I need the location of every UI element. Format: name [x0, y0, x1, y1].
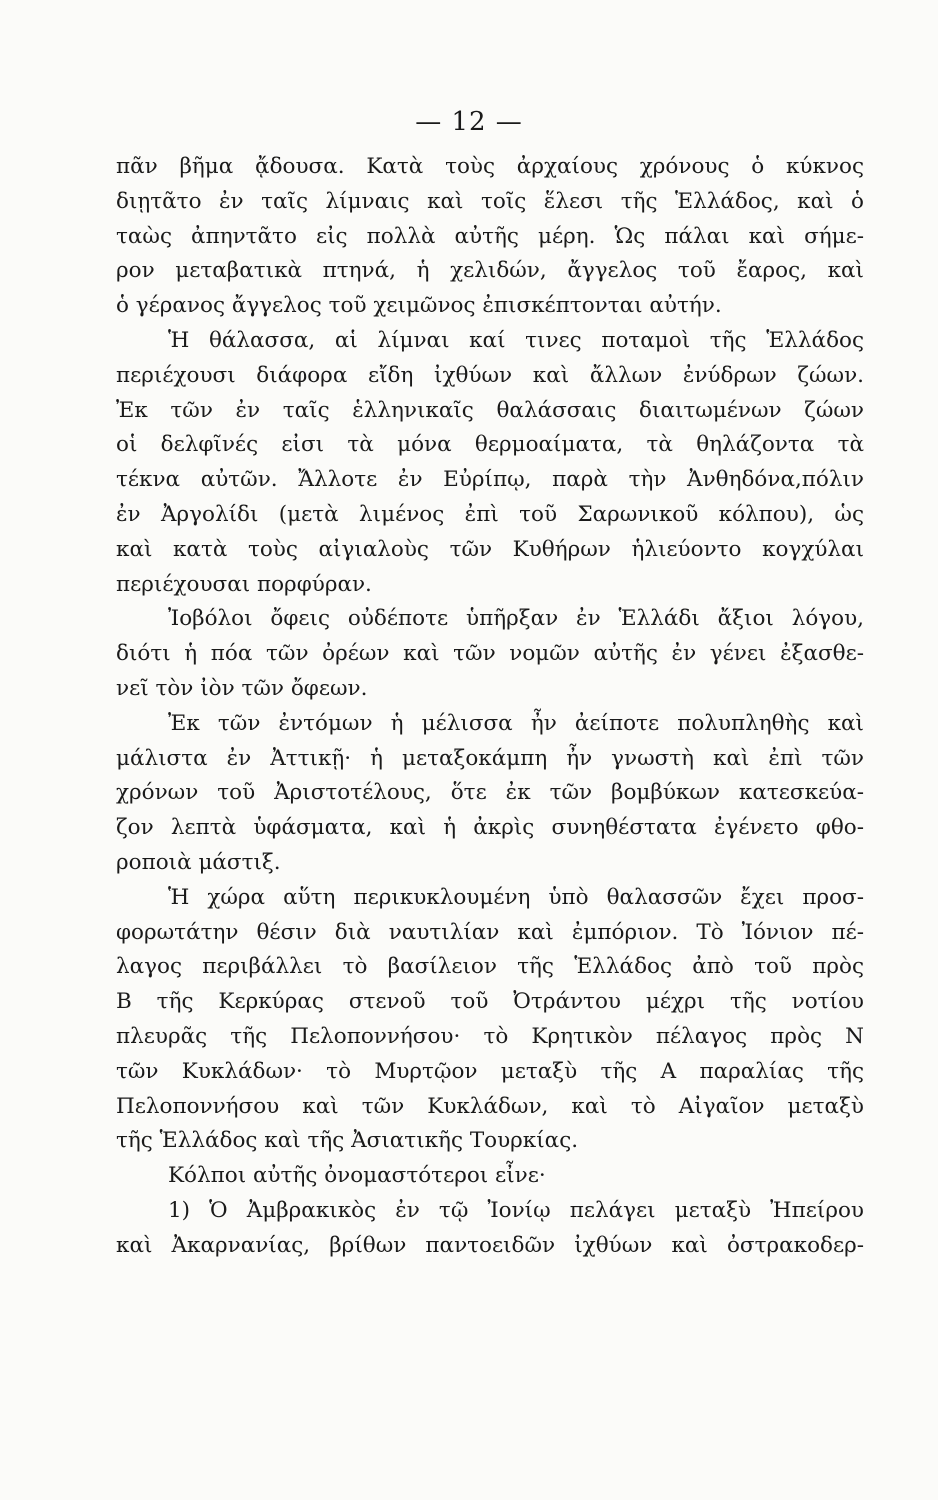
text-line: Ἐκ τῶν ἐντόμων ἡ μέλισσα ἦν ἀείποτε πολυπληθὴς καὶ [168, 710, 864, 736]
text-line: ζον λεπτὰ ὑφάσματα, καὶ ἡ ἀκρὶς συνηθέστατα ἐγένετο φθο- [116, 815, 864, 841]
text-line: περιέχουσι διάφορα εἴδη ἰχθύων καὶ ἄλλων ἐνύδρων ζώων. [116, 362, 864, 388]
text-line: Κόλποι αὐτῆς ὀνομαστότεροι εἶνε· [168, 1163, 546, 1189]
text-line: διότι ἡ πόα τῶν ὀρέων καὶ τῶν νομῶν αὐτῆς ἐν γένει ἐξασθε- [116, 641, 864, 667]
text-line: καὶ Ἀκαρνανίας, βρίθων παντοειδῶν ἰχθύων καὶ ὀστρακοδερ- [116, 1232, 864, 1258]
text-line: λαγος περιβάλλει τὸ βασίλειον τῆς Ἑλλάδος ἀπὸ τοῦ πρὸς [116, 954, 864, 980]
text-line: φορωτάτην θέσιν διὰ ναυτιλίαν καὶ ἐμπόριον. Τὸ Ἰόνιον πέ- [116, 919, 864, 945]
body-text [116, 150, 864, 1264]
text-line: Β τῆς Κερκύρας στενοῦ τοῦ Ὀτράντου μέχρι τῆς νοτίου [116, 989, 864, 1015]
text-line: νεῖ τὸν ἰὸν τῶν ὄφεων. [116, 675, 368, 701]
text-line: τῆς Ἑλλάδος καὶ τῆς Ἀσιατικῆς Τουρκίας. [116, 1128, 579, 1154]
text-line: 1) Ὁ Ἀμβρακικὸς ἐν τῷ Ἰονίῳ πελάγει μεταξὺ Ἠπείρου [168, 1197, 864, 1223]
text-line: περιέχουσαι πορφύραν. [116, 571, 372, 597]
text-line: Πελοποννήσου καὶ τῶν Κυκλάδων, καὶ τὸ Αἰγαῖον μεταξὺ [116, 1093, 864, 1119]
page-number: — 12 — [415, 107, 523, 137]
text-line: Ἡ θάλασσα, αἱ λίμναι καί τινες ποταμοὶ τῆς Ἑλλάδος [168, 327, 864, 353]
text-line: ροποιὰ μάστιξ. [116, 849, 281, 875]
text-line: τέκνα αὐτῶν. Ἄλλοτε ἐν Εὐρίπῳ, παρὰ τὴν Ἀνθηδόνα,πόλιν [116, 467, 864, 493]
text-line: οἱ δελφῖνές εἰσι τὰ μόνα θερμοαίματα, τὰ θηλάζοντα τὰ [116, 432, 864, 458]
text-line: τῶν Κυκλάδων· τὸ Μυρτῷον μεταξὺ τῆς Α παραλίας τῆς [116, 1058, 864, 1084]
text-line: μάλιστα ἐν Ἀττικῇ· ἡ μεταξοκάμπη ἦν γνωστὴ καὶ ἐπὶ τῶν [116, 745, 864, 771]
text-line: ὁ γέρανος ἄγγελος τοῦ χειμῶνος ἐπισκέπτονται αὐτήν. [116, 293, 722, 319]
text-line: Ἡ χώρα αὕτη περικυκλουμένη ὑπὸ θαλασσῶν ἔχει προσ- [168, 884, 864, 910]
text-line: Ἐκ τῶν ἐν ταῖς ἑλληνικαῖς θαλάσσαις διαιτωμένων ζώων [116, 397, 864, 423]
text-line: Ἰοβόλοι ὄφεις οὐδέποτε ὑπῆρξαν ἐν Ἑλλάδι ἄξιοι λόγου, [168, 606, 864, 632]
text-line: πλευρᾶς τῆς Πελοποννήσου· τὸ Κρητικὸν πέλαγος πρὸς Ν [116, 1023, 864, 1049]
text-line: καὶ κατὰ τοὺς αἰγιαλοὺς τῶν Κυθήρων ἡλιεύοντο κογχύλαι [116, 536, 864, 562]
text-line: χρόνων τοῦ Ἀριστοτέλους, ὅτε ἐκ τῶν βομβύκων κατεσκεύα- [116, 780, 864, 806]
text-line: ἐν Ἀργολίδι (μετὰ λιμένος ἐπὶ τοῦ Σαρωνικοῦ κόλπου), ὡς [116, 501, 864, 527]
text-line: ταὼς ἀπηντᾶτο εἰς πολλὰ αὐτῆς μέρη. Ὡς πάλαι καὶ σήμε- [116, 223, 864, 249]
text-line: διῃτᾶτο ἐν ταῖς λίμναις καὶ τοῖς ἕλεσι τῆς Ἑλλάδος, καὶ ὁ [116, 188, 864, 214]
text-line: πᾶν βῆμα ᾄδουσα. Κατὰ τοὺς ἀρχαίους χρόνους ὁ κύκνος [116, 154, 864, 179]
text-line: ρον μεταβατικὰ πτηνά, ἡ χελιδών, ἄγγελος τοῦ ἔαρος, καὶ [116, 258, 864, 284]
